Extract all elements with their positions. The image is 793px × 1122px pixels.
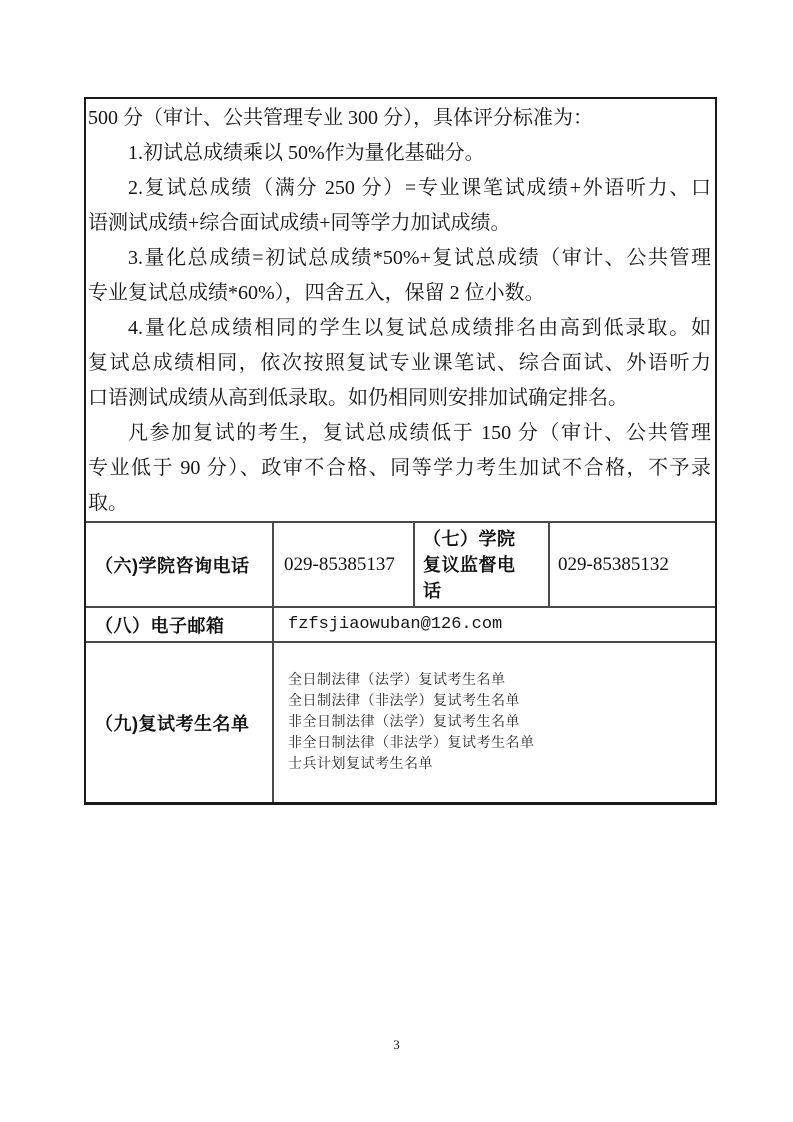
text-line: 4.量化总成绩相同的学生以复试总成绩排名由高到低录取。如 (128, 317, 711, 339)
notice-table (84, 97, 717, 805)
phone-row (86, 523, 715, 608)
text-line: 取。 (88, 492, 128, 514)
namelist-item: 全日制法律（法学）复试考生名单 (288, 673, 506, 688)
namelist-label: （九)复试考生名单 (86, 643, 274, 802)
review-phone-label-text: （七）学院复议监督电话 (423, 528, 516, 601)
namelist-item: 非全日制法律（法学）复试考生名单 (288, 715, 520, 730)
email-value: fzfsjiaowuban@126.com (288, 615, 503, 634)
text-line: 1.初试总成绩乘以 50%作为量化基础分。 (128, 142, 485, 164)
namelist-item: 士兵计划复试考生名单 (288, 757, 433, 772)
text-line: 2.复试总成绩（满分 250 分）=专业课笔试成绩+外语听力、口 (128, 177, 711, 199)
scoring-rules-text (88, 101, 711, 521)
text-line: 专业复试总成绩*60%），四舍五入，保留 2 位小数。 (88, 282, 545, 304)
namelist-items (274, 643, 715, 802)
text-line: 语测试成绩+综合面试成绩+同等学力加试成绩。 (88, 212, 511, 234)
text-line: 500 分（审计、公共管理专业 300 分），具体评分标准为： (88, 107, 593, 129)
consult-phone-value: 029-85385137 (274, 523, 415, 606)
consult-phone-label: （六)学院咨询电话 (86, 523, 274, 606)
review-phone-label (415, 523, 550, 606)
text-line: 专业低于 90 分）、政审不合格、同等学力考生加试不合格，不予录 (88, 457, 711, 479)
text-line: 复试总成绩相同，依次按照复试专业课笔试、综合面试、外语听力 (88, 352, 711, 374)
namelist-item: 全日制法律（非法学）复试考生名单 (288, 694, 520, 709)
email-row (86, 608, 715, 643)
text-line: 3.量化总成绩=初试总成绩*50%+复试总成绩（审计、公共管理 (128, 247, 711, 269)
page-number: 3 (393, 1037, 400, 1052)
text-line: 口语测试成绩从高到低录取。如仍相同则安排加试确定排名。 (88, 387, 628, 409)
namelist-item: 非全日制法律（非法学）复试考生名单 (288, 736, 535, 751)
review-phone-value: 029-85385132 (558, 553, 669, 575)
namelist-row (86, 643, 715, 802)
scoring-rules-cell (86, 99, 715, 523)
email-label: （八）电子邮箱 (86, 608, 274, 641)
text-line: 凡参加复试的考生，复试总成绩低于 150 分（审计、公共管理 (128, 422, 711, 444)
